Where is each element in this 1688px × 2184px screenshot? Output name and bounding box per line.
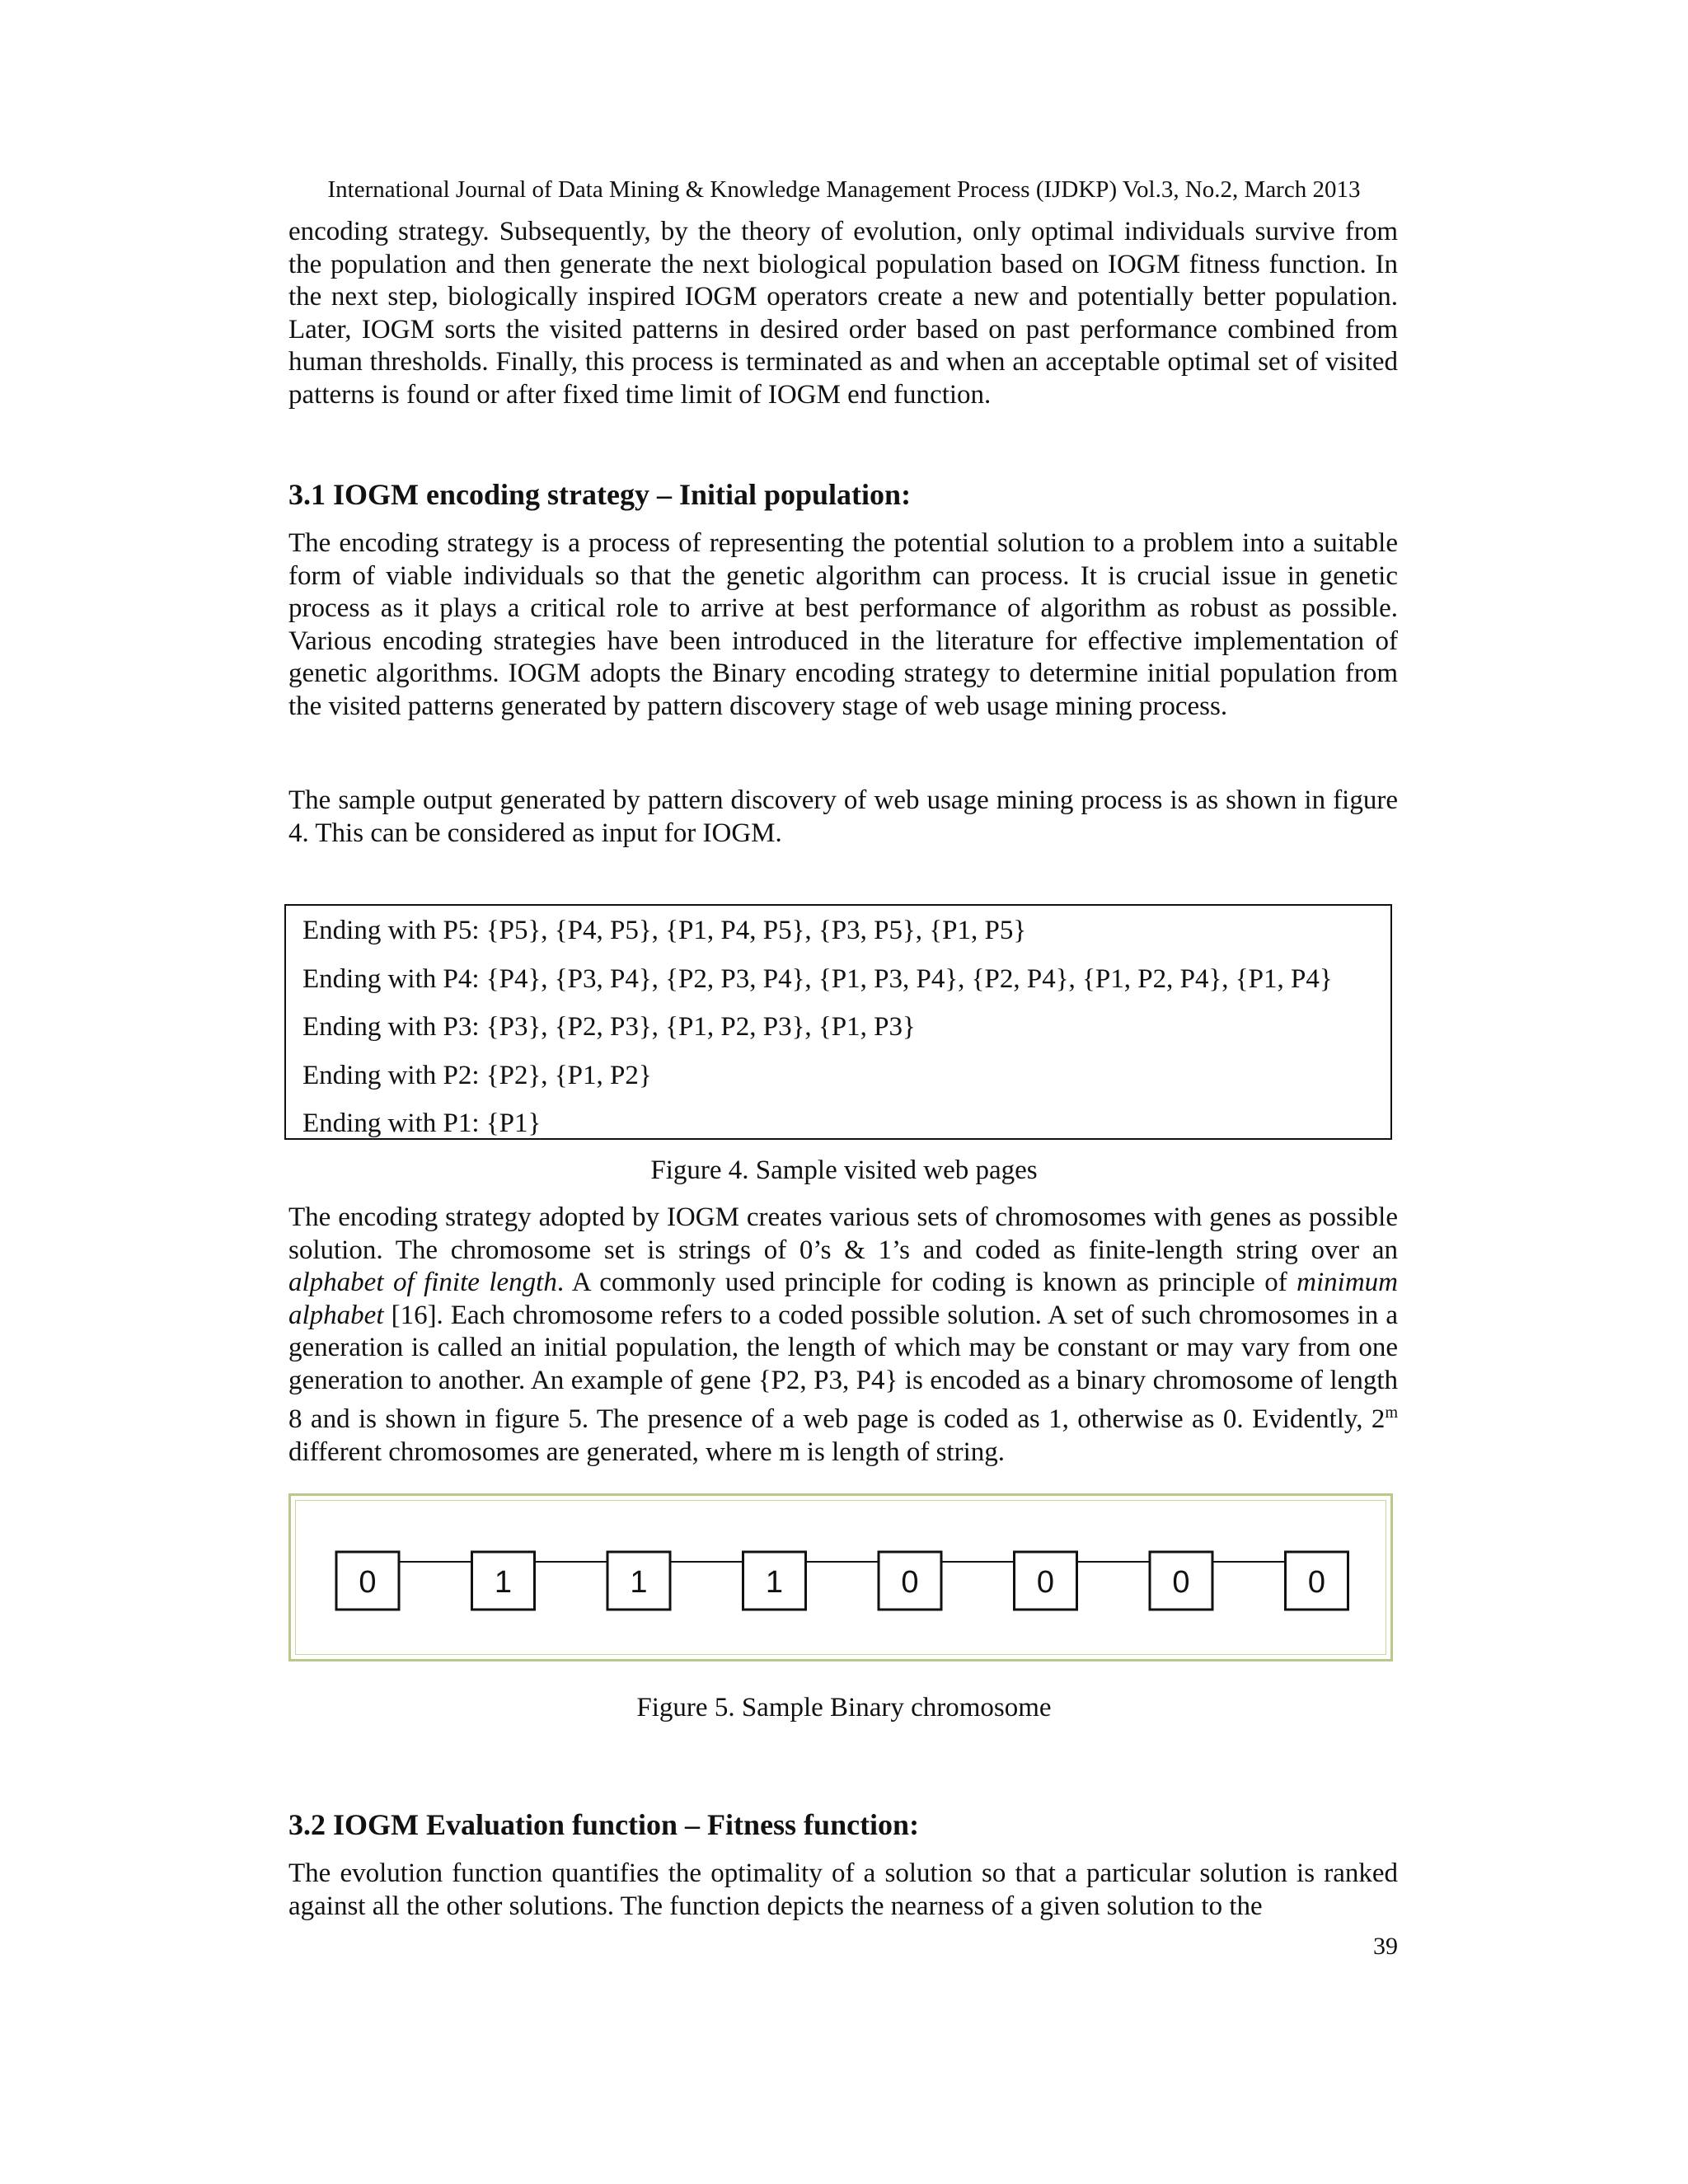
gene-value: 0 <box>1172 1565 1190 1600</box>
figure-4-box <box>284 904 1392 1140</box>
gene-value: 1 <box>494 1565 513 1600</box>
figure-5-frame <box>288 1493 1393 1661</box>
section-3-1-paragraph-1: The encoding strategy is a process of representing the potential solution to a problem into a suitable form of viable individuals so that the genetic algorithm can process. It is crucial issue in genetic process as it plays a critical role to arrive at best performance of algorithm as robust as possible. Various encoding strategies have been introduced in the literature for effective implementation of genetic algorithms. IOGM adopts the Binary encoding strategy to determine initial population from the visited patterns generated by pattern discovery stage of web usage mining process. <box>288 528 1398 721</box>
superscript-m: m <box>1385 1404 1398 1422</box>
paragraph-3-text-1: The encoding strategy adopted by IOGM creates various sets of chromosomes with genes as possible solution. The chromosome set is strings of 0’s & 1’s and coded as finite-length string over an <box>288 1202 1398 1265</box>
gene-value: 0 <box>1307 1565 1326 1600</box>
term-minimum-alphabet: minimum alphabet <box>288 1268 1398 1330</box>
paragraph-3-text-3: [16]. Each chromosome refers to a coded possible solution. A set of such chromosomes in a generation is called an initial population, the length of which may be constant or may vary from one generation to another. An example of gene {P2, P3, P4} is encoded as a binary chromosome of length 8 and is shown in figure 5. The presence of a web page is coded as 1, otherwise as 0. Evidently, 2 <box>288 1300 1398 1434</box>
journal-header: International Journal of Data Mining & Knowledge Management Process (IJDKP) Vol.3, No.2, March 2013 <box>327 176 1361 203</box>
section-3-2-paragraph: The evolution function quantifies the optimality of a solution so that a particular solution is ranked against all the other solutions. The function depicts the nearness of a given solution to the <box>288 1858 1398 1921</box>
gene-value: 1 <box>765 1565 784 1600</box>
paragraph-3-text-4: different chromosomes are generated, where m is length of string. <box>288 1436 1006 1467</box>
figure-4-line: Ending with P5: {P5}, {P4, P5}, {P1, P4, P5}, {P3, P5}, {P1, P5} <box>302 916 1027 945</box>
intro-paragraph: encoding strategy. Subsequently, by the theory of evolution, only optimal individuals survive from the population and then generate the next biological population based on IOGM fitness function. In the next step, biologically inspired IOGM operators create a new and potentially better population. Later, IOGM sorts the visited patterns in desired order based on past performance combined from human thresholds. Finally, this process is terminated as and when an acceptable optimal set of visited patterns is found or after fixed time limit of IOGM end function. <box>288 217 1398 410</box>
binary-chromosome-diagram <box>291 1496 1390 1659</box>
figure-4-line: Ending with P1: {P1} <box>302 1108 542 1138</box>
figure-5-caption: Figure 5. Sample Binary chromosome <box>636 1693 1052 1722</box>
figure-4-line: Ending with P3: {P3}, {P2, P3}, {P1, P2, P3}, {P1, P3} <box>302 1012 916 1042</box>
gene-value: 1 <box>630 1565 648 1600</box>
gene-value: 0 <box>901 1565 919 1600</box>
gene-value: 0 <box>1036 1565 1055 1600</box>
section-3-1-paragraph-3 <box>288 1202 1398 1469</box>
figure-4-line: Ending with P2: {P2}, {P1, P2} <box>302 1061 652 1090</box>
page-number: 39 <box>1373 1933 1398 1960</box>
gene-value: 0 <box>359 1565 377 1600</box>
figure-4-line: Ending with P4: {P4}, {P3, P4}, {P2, P3, P4}, {P1, P3, P4}, {P2, P4}, {P1, P2, P4}, {P1, P4} <box>302 964 1333 994</box>
paragraph-3-text-2: . A commonly used principle for coding is known as principle of <box>556 1268 1297 1297</box>
figure-4-caption: Figure 4. Sample visited web pages <box>650 1155 1038 1185</box>
section-3-2-heading: 3.2 IOGM Evaluation function – Fitness function: <box>288 1808 920 1841</box>
section-3-1-heading: 3.1 IOGM encoding strategy – Initial population: <box>288 478 912 511</box>
term-alphabet-of-finite-length: alphabet of finite length <box>288 1268 557 1297</box>
section-3-1-paragraph-2: The sample output generated by pattern discovery of web usage mining process is as shown in figure 4. This can be considered as input for IOGM. <box>288 785 1398 848</box>
